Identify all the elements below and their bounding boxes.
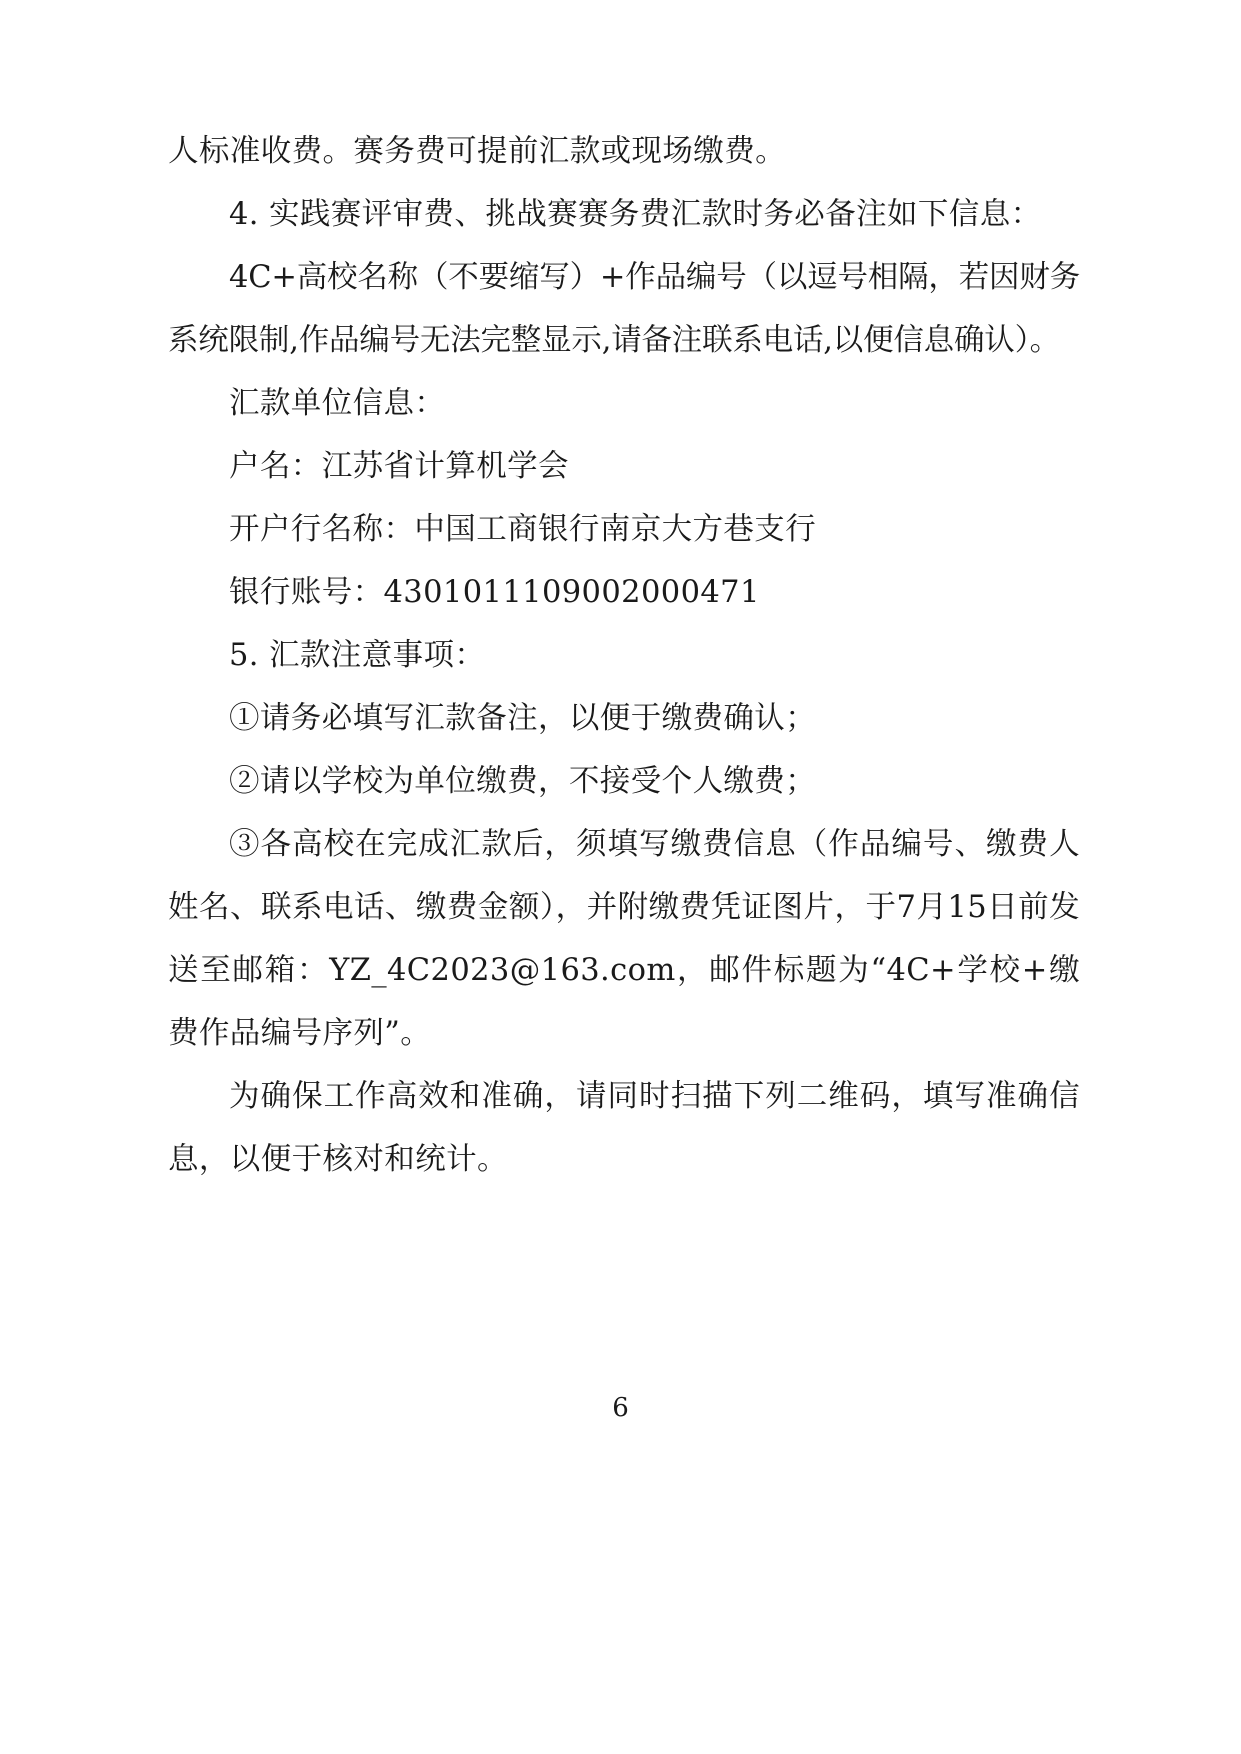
- paragraph-payee-heading: 汇款单位信息：: [229, 386, 446, 421]
- paragraph-account-name: 户名：江苏省计算机学会: [229, 449, 569, 484]
- paragraph-note-1: ①请务必填写汇款备注，以便于缴费确认；: [229, 701, 817, 736]
- paragraph-note-2: ②请以学校为单位缴费，不接受个人缴费；: [229, 764, 817, 799]
- paragraph-bank-account: 银行账号：4301011109002000471: [229, 575, 760, 610]
- paragraph-item-4: 4. 实践赛评审费、挑战赛赛务费汇款时务必备注如下信息：: [229, 197, 1042, 232]
- page-number: 6: [612, 1393, 629, 1423]
- paragraph-bank-name: 开户行名称：中国工商银行南京大方巷支行: [229, 512, 817, 547]
- paragraph-remark-format: 4C+高校名称（不要缩写）+作品编号（以逗号相隔，若因财务系统限制,作品编号无法完整显示,请备注联系电话,以便信息确认）。: [168, 260, 1080, 358]
- paragraph-note-3: ③各高校在完成汇款后，须填写缴费信息（作品编号、缴费人姓名、联系电话、缴费金额），并附缴费凭证图片，于7月15日前发送至邮箱：YZ_4C2023@163.com，邮件标题为“4C+学校+缴费作品编号序列”。: [168, 827, 1080, 1051]
- paragraph-item-5: 5. 汇款注意事项：: [229, 638, 486, 673]
- document-body: [168, 120, 1080, 1191]
- paragraph-qrcode-notice: 为确保工作高效和准确，请同时扫描下列二维码，填写准确信息，以便于核对和统计。: [168, 1079, 1080, 1177]
- paragraph-continuation: 人标准收费。赛务费可提前汇款或现场缴费。: [168, 134, 786, 169]
